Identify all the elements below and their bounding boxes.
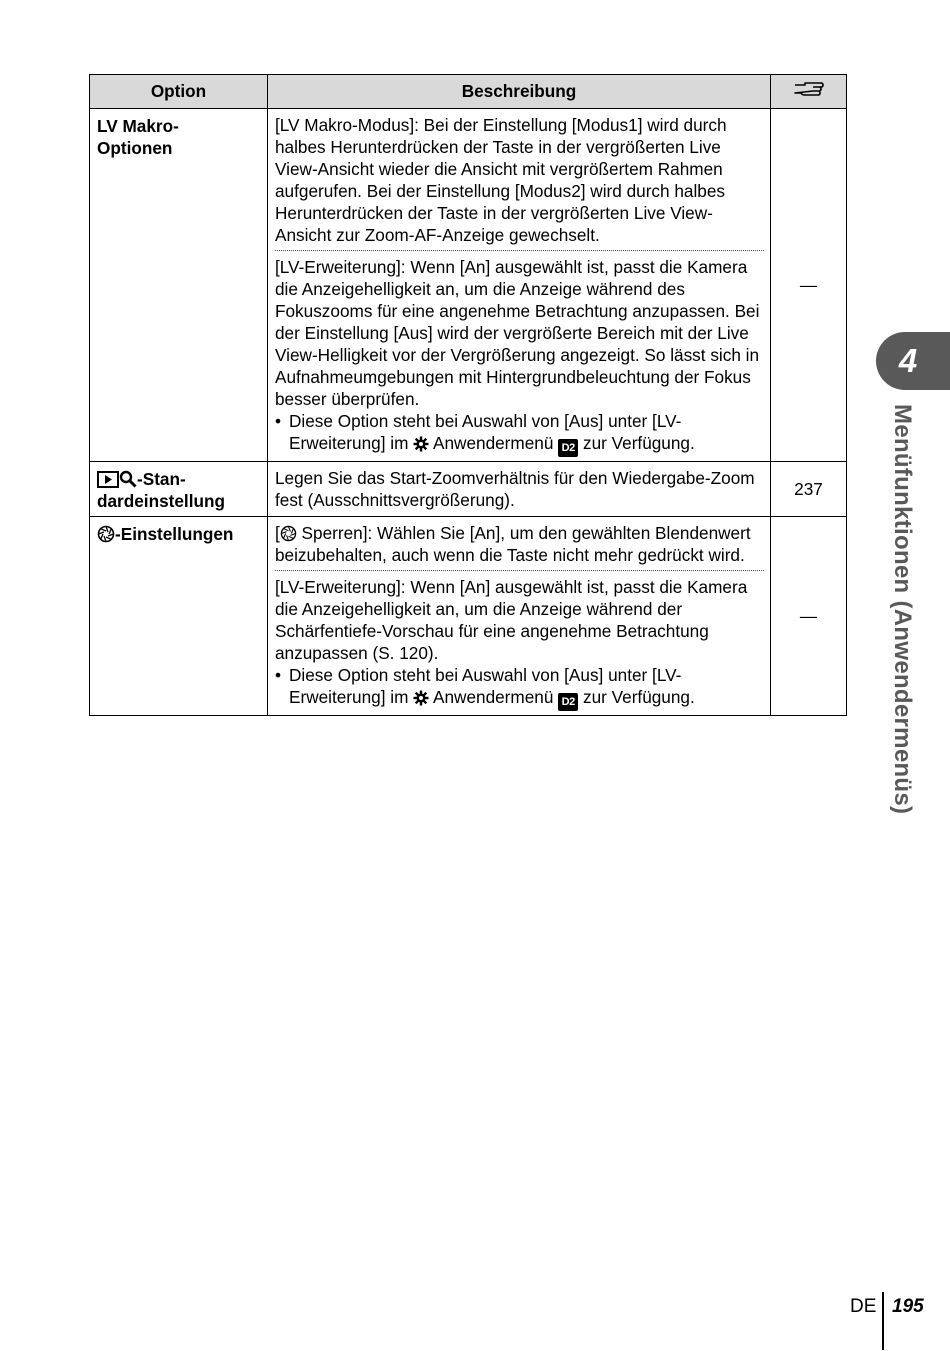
chapter-title: Menüfunktionen (Anwendermenüs) [889, 404, 916, 815]
chapter-tab [876, 332, 950, 390]
option-lv-macro: LV Makro- Optionen [90, 109, 268, 462]
option-playback-zoom-default [90, 462, 268, 517]
hand-pointer-icon [793, 79, 825, 97]
option-label-b: dardeinstellung [97, 491, 225, 511]
table-row [90, 517, 847, 716]
desc-lv-extension-text: [LV-Erweiterung]: Wenn [An] ausgewählt ist, passt die Kamera die Anzeigehelligkeit an, um die Anzeige während der Schärfentiefe-Vorschau für eine angenehme Betrachtung anzupassen (S. 120). [275, 577, 748, 663]
option-label-a: -Stan- [137, 469, 186, 489]
desc-aperture-lock-a: [ [275, 523, 280, 543]
footer-language: DE [850, 1296, 877, 1317]
note-text-c: zur Verfügung. [582, 433, 695, 453]
note-text-c: zur Verfügung. [582, 687, 695, 707]
footer-divider [882, 1292, 884, 1350]
desc-lv-extension-text: [LV-Erweiterung]: Wenn [An] ausgewählt ist, passt die Kamera die Anzeigehelligkeit an, um die Anzeige während des Fokuszooms für eine angenehme Betrachtung anzupassen. Bei der Einstellung [Aus] wird der vergrößerte Bereich mit der Live View-Helligkeit vor der Vergrößerung angezeigt. So lässt sich in Aufnahmeumgebungen mit Hintergrundbeleuchtung der Fokus besser überprüfen. [275, 257, 760, 409]
aperture-icon [280, 525, 297, 542]
note-text [289, 664, 764, 711]
table-header-row [90, 75, 847, 109]
desc-playback-zoom: Legen Sie das Start-Zoomverhältnis für den Wiedergabe-Zoom fest (Ausschnittsvergrößerung). [275, 468, 755, 510]
option-aperture-preview-settings [90, 517, 268, 716]
desc-lv-extension [275, 571, 764, 715]
note-text-a: Diese Option steht bei Auswahl von [Aus] unter [LV-Erweiterung] im [289, 411, 682, 453]
header-reference [771, 75, 847, 109]
desc-lv-macro-mode: [LV Makro-Modus]: Bei der Einstellung [Modus1] wird durch halbes Herunterdrücken der Taste in der vergrößerten Live View-Ansicht wieder die Ansicht mit vergrößertem Rahmen aufgerufen. Bei der Einstellung [Modus2] wird durch halbes Herunterdrücken der Taste in der vergrößerten Live View-Ansicht zur Zoom-AF-Anzeige gewechselt. [275, 109, 764, 251]
desc-aperture-lock [275, 517, 764, 571]
settings-table [89, 74, 847, 716]
playback-icon [97, 471, 119, 488]
note-text [289, 410, 764, 457]
description-cell [268, 517, 771, 716]
magnifier-icon [119, 470, 137, 488]
reference-cell: — [771, 517, 847, 716]
bullet-dot: • [275, 411, 282, 431]
option-label: -Einstellungen [115, 524, 234, 544]
header-description: Beschreibung [268, 75, 771, 109]
note-bullet [275, 664, 764, 711]
gear-icon [413, 690, 429, 706]
page-number: 195 [892, 1296, 924, 1317]
table-row [90, 109, 847, 462]
description-cell [268, 109, 771, 462]
reference-cell: 237 [771, 462, 847, 517]
menu-d2-badge: D2 [558, 693, 578, 711]
note-text-b: Anwendermenü [433, 433, 554, 453]
note-bullet [275, 410, 764, 457]
gear-icon [413, 436, 429, 452]
desc-lv-extension [275, 251, 764, 461]
table-row [90, 462, 847, 517]
note-text-b: Anwendermenü [433, 687, 554, 707]
chapter-number: 4 [898, 342, 918, 379]
note-text-a: Diese Option steht bei Auswahl von [Aus] unter [LV-Erweiterung] im [289, 665, 682, 707]
reference-cell: — [771, 109, 847, 462]
menu-d2-badge: D2 [558, 439, 578, 457]
bullet-dot: • [275, 665, 282, 685]
desc-aperture-lock-b: Sperren]: Wählen Sie [An], um den gewählten Blendenwert beizubehalten, auch wenn die Taste nicht mehr gedrückt wird. [275, 523, 751, 565]
aperture-icon [97, 525, 115, 543]
description-cell [268, 462, 771, 517]
header-option: Option [90, 75, 268, 109]
